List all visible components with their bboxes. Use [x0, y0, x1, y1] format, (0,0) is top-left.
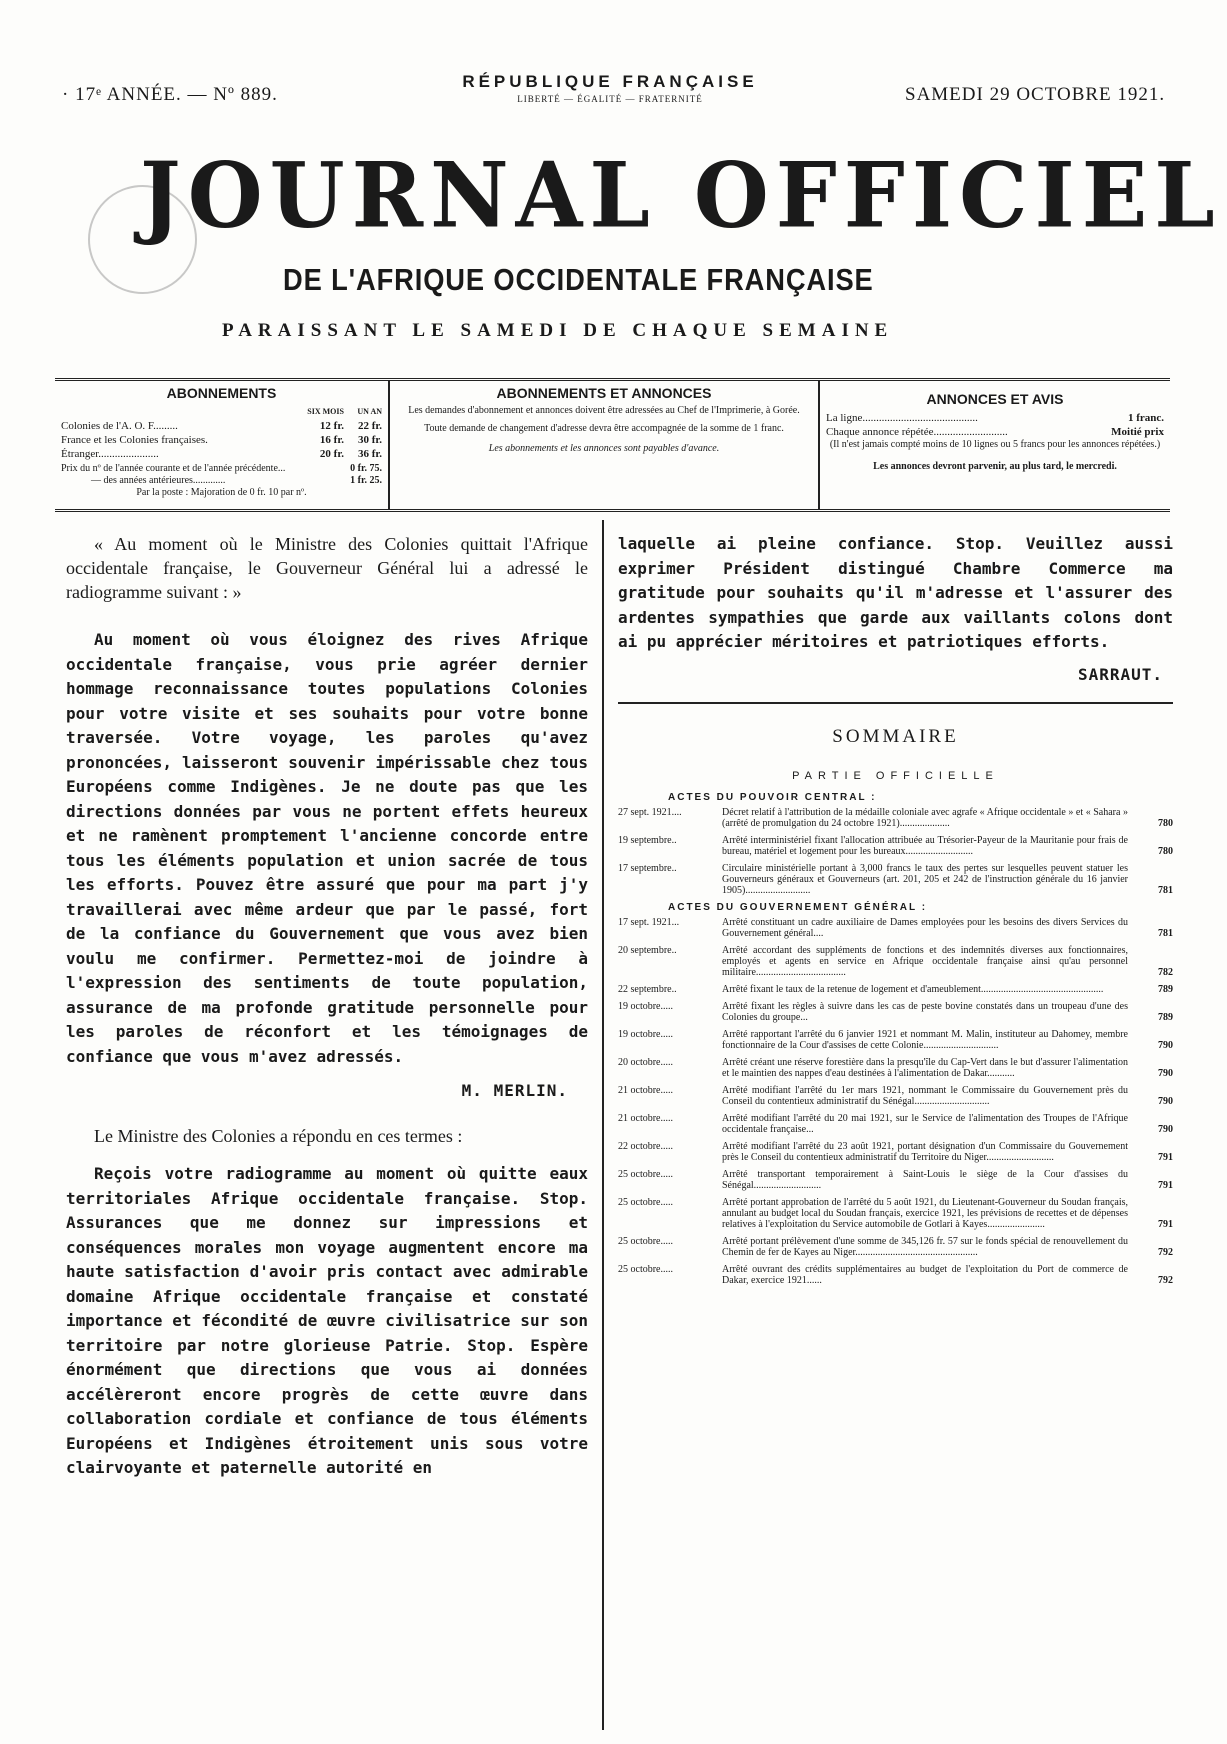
entry-page: 792: [1158, 1246, 1173, 1258]
masthead-title: JOURNAL OFFICIEL: [140, 142, 1222, 249]
left-column: [66, 532, 588, 1481]
issue-number: · 17ᵉ ANNÉE. — Nº 889.: [62, 84, 278, 105]
entry-text: Arrêté créant une réserve forestière dans la presqu'île du Cap-Vert dans le but d'assurer l'alimentation et le maintien des nappes d'eau destinées à l'alimentation de Dakar...........: [722, 1056, 1128, 1079]
entry-page: 791: [1158, 1151, 1173, 1163]
entry-page: 791: [1158, 1218, 1173, 1230]
entry-text: Arrêté interministériel fixant l'allocation attribuée au Trésorier-Payeur de la Mauritanie pour frais de bureau, matériel et logement pour les bureaux...........................: [722, 834, 1128, 857]
response-continuation: laquelle ai pleine confiance. Stop. Veuillez aussi exprimer Président distingué Chambre Commerce ma gratitude pour souhaits qu'il m'adresse et l'assurer des ardentes sympathies que garde aux vaillants colons dont ai pu apprécier méritoires et patriotiques efforts.: [618, 534, 1173, 651]
abonnements-box: [55, 381, 390, 509]
entry-page: 781: [1158, 884, 1173, 896]
entry-date: 21 octobre.....: [618, 1084, 673, 1096]
row-label: Étranger......................: [61, 448, 159, 460]
entries-pouvoir-central: [618, 807, 1173, 896]
row-label: Colonies de l'A. O. F.........: [61, 420, 178, 432]
annonce-note: (Il n'est jamais compté moins de 10 lignes ou 5 francs pour les annonces répétées.): [829, 439, 1161, 450]
row-six: 20 fr.: [319, 448, 344, 460]
entry-date: 19 octobre.....: [618, 1028, 673, 1040]
prix-label: Prix du nº de l'année courante et de l'année précédente...: [61, 463, 286, 474]
abon-annonces-p3: Les abonnements et les annonces sont payables d'avance.: [488, 443, 720, 454]
entry-text: Arrêté transportant temporairement à Saint-Louis le siège de la Cour d'assises du Sénégal...........................: [722, 1168, 1128, 1191]
abon-annonces-heading: ABONNEMENTS ET ANNONCES: [496, 385, 712, 401]
entry-date: 20 septembre..: [618, 944, 677, 956]
entry-text: Arrêté portant approbation de l'arrêté du 5 août 1921, du Lieutenant-Gouverneur du Soudan français, annulant au budget local du Soudan français, exercice 1921, les prévisions de recettes et de dépenses relatives à l'exploitation du Service automobile de Gotlari à Kayes.......................: [722, 1196, 1128, 1230]
prix-value: 0 fr. 75.: [350, 463, 382, 474]
annonce-label: Chaque annonce répétée...........................: [826, 426, 1008, 438]
entry-page: 789: [1158, 1011, 1173, 1023]
entries-gouvernement-general: [618, 917, 1173, 1286]
prix-label: — des années antérieures.............: [91, 475, 226, 486]
annonce-label: La ligne..........................................: [826, 412, 978, 424]
list-item: [618, 1169, 1173, 1191]
list-item: [618, 1001, 1173, 1023]
annonce-deadline: Les annonces devront parvenir, au plus tard, le mercredi.: [873, 461, 1117, 472]
entry-page: 791: [1158, 1179, 1173, 1191]
motto: LIBERTÉ — ÉGALITÉ — FRATERNITÉ: [517, 94, 703, 104]
row-label: France et les Colonies françaises.: [61, 434, 208, 446]
column-divider: [602, 520, 604, 1730]
entry-date: 22 septembre..: [618, 983, 677, 995]
entry-text: Arrêté fixant les règles à suivre dans les cas de peste bovine constatés dans un troupeau d'une des Colonies du groupe...: [722, 1000, 1128, 1023]
abonnements-heading: ABONNEMENTS: [166, 385, 277, 401]
entry-date: 19 octobre.....: [618, 1000, 673, 1012]
governor-signature: M. MERLIN.: [461, 1081, 568, 1100]
intro-paragraph: « Au moment où le Ministre des Colonies quittait l'Afrique occidentale française, le Gouverneur Général lui a adressé le radiogramme suivant : »: [66, 534, 588, 602]
masthead-subtitle: DE L'AFRIQUE OCCIDENTALE FRANÇAISE: [283, 262, 874, 297]
list-item: [618, 917, 1173, 939]
entry-text: Arrêté fixant le taux de la retenue de logement et d'ameublement.................................................: [722, 983, 1104, 995]
annonce-row: [826, 425, 1164, 439]
entry-date: 22 octobre.....: [618, 1140, 673, 1152]
entry-page: 790: [1158, 1123, 1173, 1135]
section-rule: [618, 702, 1173, 704]
list-item: [618, 1029, 1173, 1051]
abonnements-annonces-box: [390, 381, 820, 509]
subscription-boxes: [55, 378, 1170, 512]
entry-text: Circulaire ministérielle portant à 3,000 francs le taux des pertes sur lesquelles peuvent statuer les Gouverneurs généraux et Gouverneurs (art. 201, 205 et 242 de l'instruction générale du 16 janvier 1905)..........................: [722, 862, 1128, 896]
entry-date: 25 octobre.....: [618, 1168, 673, 1180]
prix-value: 1 fr. 25.: [350, 475, 382, 486]
list-item: [618, 1085, 1173, 1107]
entry-text: Arrêté modifiant l'arrêté du 23 août 1921, portant désignation d'un Commissaire du Gouvernement près le Conseil du contentieux administratif du Territoire du Niger...........................: [722, 1140, 1128, 1163]
list-item: [618, 1057, 1173, 1079]
annonce-value: Moitié prix: [1111, 426, 1164, 438]
annonces-avis-box: [820, 381, 1170, 509]
row-an: 22 fr.: [357, 420, 382, 432]
entry-text: Arrêté rapportant l'arrêté du 6 janvier 1921 et nommant M. Malin, instituteur au Dahomey, membre fonctionnaire de la Cour d'assises de cette Colonie..............................: [722, 1028, 1128, 1051]
section-gouvernement-general: ACTES DU GOUVERNEMENT GÉNÉRAL :: [668, 901, 928, 913]
prix-row: [61, 475, 382, 487]
section-pouvoir-central: ACTES DU POUVOIR CENTRAL :: [668, 791, 877, 803]
col-six-mois: SIX MOIS: [307, 407, 344, 416]
table-row: [61, 419, 382, 433]
entry-text: Arrêté portant prélèvement d'une somme de 345,126 fr. 57 sur le fonds spécial de renouvellement du Chemin de fer de Kayes au Niger.................................................: [722, 1235, 1128, 1258]
list-item: [618, 945, 1173, 978]
list-item: [618, 863, 1173, 896]
list-item: [618, 835, 1173, 857]
entry-page: 790: [1158, 1067, 1173, 1079]
entry-date: 17 sept. 1921...: [618, 916, 680, 928]
entry-text: Arrêté modifiant l'arrêté du 1er mars 1921, nommant le Commissaire du Gouvernement près du Conseil du contentieux administratif du Sénégal..............................: [722, 1084, 1128, 1107]
row-an: 30 fr.: [357, 434, 382, 446]
list-item: [618, 1141, 1173, 1163]
entry-text: Arrêté modifiant l'arrêté du 20 mai 1921, sur le Service de l'alimentation des Troupes de l'Afrique occidentale française...: [722, 1112, 1128, 1135]
sommaire-heading: SOMMAIRE: [832, 725, 959, 747]
entry-date: 17 septembre..: [618, 862, 677, 874]
entry-date: 20 octobre.....: [618, 1056, 673, 1068]
abon-annonces-p2: Toute demande de changement d'adresse devra être accompagnée de la somme de 1 franc.: [424, 423, 784, 434]
entry-date: 25 octobre.....: [618, 1263, 673, 1275]
list-item: [618, 984, 1173, 995]
abon-annonces-p1: Les demandes d'abonnement et annonces doivent être adressées au Chef de l'Imprimerie, à Gorée.: [408, 405, 800, 416]
partie-officielle-heading: PARTIE OFFICIELLE: [792, 769, 999, 782]
entry-date: 21 octobre.....: [618, 1112, 673, 1124]
entry-page: 782: [1158, 966, 1173, 978]
entry-page: 790: [1158, 1095, 1173, 1107]
poste-note: Par la poste : Majoration de 0 fr. 10 par nº.: [136, 487, 307, 498]
entry-date: 27 sept. 1921....: [618, 806, 682, 818]
entry-page: 790: [1158, 1039, 1173, 1051]
response-intro: Le Ministre des Colonies a répondu en ces termes :: [94, 1126, 463, 1146]
republic-header: [420, 72, 800, 104]
list-item: [618, 807, 1173, 829]
row-six: 12 fr.: [319, 420, 344, 432]
prix-row: [61, 463, 382, 475]
entry-page: 792: [1158, 1274, 1173, 1286]
col-un-an: UN AN: [357, 407, 382, 416]
table-row: [61, 447, 382, 461]
governor-message: Au moment où vous éloignez des rives Afrique occidentale française, vous prie agréer dernier hommage reconnaissance toutes populations Colonies pour votre visite et ses souhaits pour votre bonne traversée. Votre voyage, les paroles qu'avez prononcées, laisseront souvenir impérissable chez tous Européens comme Indigènes. Je ne doute pas que les directions données par vous ne portent effets heureux et ne ramènent promptement l'ancienne concorde entre tous les éléments population et union sacrée de tous les efforts. Pouvez être assuré que pour ma part j'y travaillerai avec même ardeur que par le passé, fort de la confiance du Gouvernement que vous avez bien voulu me confirmer. Permettez-moi de joindre à l'expression des sentiments de toute population, assurance de ma profonde gratitude personnelle pour les paroles de réconfort et les témoignages de confiance que vous m'avez adressés.: [66, 630, 588, 1066]
entry-text: Arrêté ouvrant des crédits supplémentaires au budget de l'exploitation du Port de commerce de Dakar, exercice 1921......: [722, 1263, 1128, 1286]
row-six: 16 fr.: [319, 434, 344, 446]
entry-page: 780: [1158, 817, 1173, 829]
annonce-value: 1 franc.: [1127, 412, 1164, 424]
list-item: [618, 1236, 1173, 1258]
right-column: [618, 532, 1173, 1292]
minister-response: Reçois votre radiogramme au moment où quitte eaux territoriales Afrique occidentale française. Stop. Assurances que me donnez sur impressions et conséquences morales mon voyage augmentent encore ma haute satisfaction d'avoir pris contact avec admirable domaine Afrique occidentale française et constaté importance et fécondité de œuvre civilisatrice sur son territoire par notre glorieuse Patrie. Stop. Espère énormément que directions que vous ai données accélèreront encore progrès de cette œuvre dans collaboration cordiale et confiance de tous éléments Européens et Indigènes étroitement unis sous votre clairvoyante et paternelle autorité en: [66, 1164, 588, 1477]
list-item: [618, 1264, 1173, 1286]
entry-page: 780: [1158, 845, 1173, 857]
entry-page: 789: [1158, 983, 1173, 995]
entry-date: 25 octobre.....: [618, 1196, 673, 1208]
annonces-avis-heading: ANNONCES ET AVIS: [926, 391, 1064, 407]
issue-date: SAMEDI 29 OCTOBRE 1921.: [905, 84, 1166, 105]
republic-label: RÉPUBLIQUE FRANÇAISE: [462, 72, 758, 91]
minister-signature: SARRAUT.: [1077, 664, 1163, 684]
entry-date: 25 octobre.....: [618, 1235, 673, 1247]
table-row: [61, 433, 382, 447]
abonnements-table: [61, 405, 382, 461]
annonce-row: [826, 411, 1164, 425]
entry-text: Arrêté accordant des suppléments de fonctions et des indemnités diverses aux fonctionnaires, employés et agents en service en Afrique occidentale française ainsi qu'au personnel militaire....................................: [722, 944, 1128, 978]
entry-page: 781: [1158, 927, 1173, 939]
entry-text: Décret relatif à l'attribution de la médaille coloniale avec agrafe « Afrique occidentale » et « Sahara » (arrêté de promulgation du 24 octobre 1921)....................: [722, 806, 1128, 829]
row-an: 36 fr.: [357, 448, 382, 460]
list-item: [618, 1197, 1173, 1230]
list-item: [618, 1113, 1173, 1135]
entry-date: 19 septembre..: [618, 834, 677, 846]
publication-frequency: PARAISSANT LE SAMEDI DE CHAQUE SEMAINE: [222, 320, 894, 341]
entry-text: Arrêté constituant un cadre auxiliaire de Dames employées pour les besoins des divers Services du Gouvernement général....: [722, 916, 1128, 939]
